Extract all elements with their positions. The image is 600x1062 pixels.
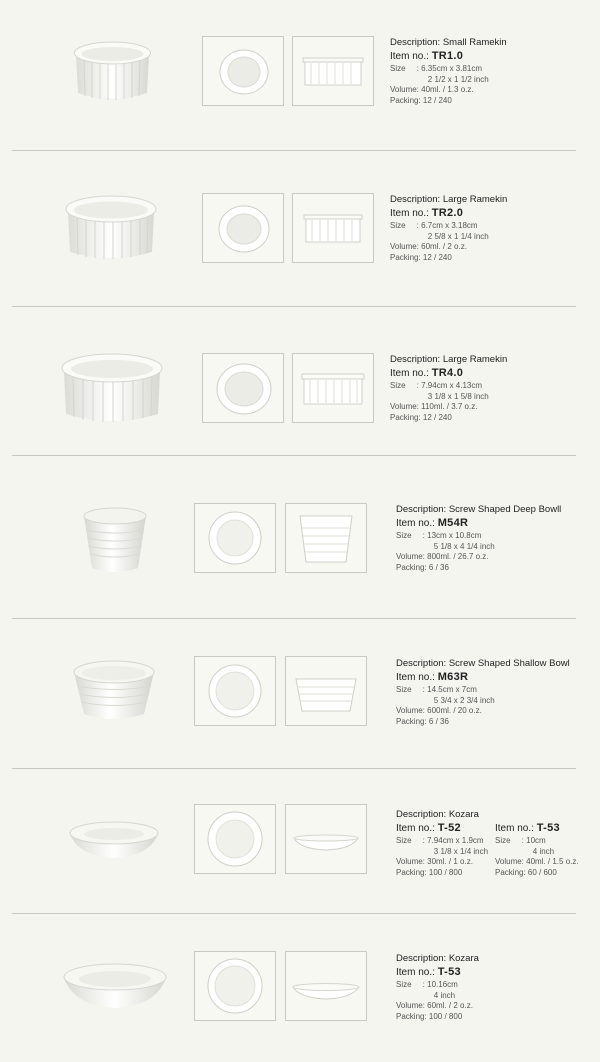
description-label: Description: xyxy=(396,809,449,820)
item-no-label: Item no.: xyxy=(390,208,432,219)
size-text: Size : 6.7cm x 3.18cm xyxy=(390,221,478,230)
side-view-thumbnail xyxy=(285,804,367,874)
size-inch-text: 3 1/8 x 1 5/8 inch xyxy=(390,391,489,401)
description-label: Description: xyxy=(390,354,443,365)
volume-text: Volume: 60ml. / 2 o.z. xyxy=(396,1001,473,1010)
top-view-thumbnail xyxy=(202,193,284,263)
size-text: Size : 10.16cm xyxy=(396,980,458,989)
description-label: Description: xyxy=(396,658,449,669)
divider xyxy=(12,768,576,769)
size-inch-text: 4 inch xyxy=(495,846,555,856)
description-label: Description: xyxy=(390,37,443,48)
top-view-thumbnail xyxy=(194,503,276,573)
ramekin-photo xyxy=(58,350,166,428)
description-text: Screw Shaped Shallow Bowl xyxy=(448,658,570,669)
description-label: Description: xyxy=(390,194,443,205)
product-info xyxy=(390,193,507,263)
size-text: Size : 14.5cm x 7cm xyxy=(396,685,477,694)
side-view-thumbnail xyxy=(285,503,367,573)
deep-bowl-photo xyxy=(80,504,150,576)
volume-text: Volume: 800ml. / 26.7 o.z. xyxy=(396,552,489,561)
size-text: Size : 7.94cm x 4.13cm xyxy=(390,381,483,390)
side-view-thumbnail xyxy=(292,36,374,106)
ramekin-photo xyxy=(62,192,160,264)
size-inch-text: 4 inch xyxy=(396,990,456,1000)
item-number: M63R xyxy=(437,671,469,683)
packing-text: Packing: 60 / 600 xyxy=(495,867,557,877)
description-text: Kozara xyxy=(448,809,479,820)
description-text: Kozara xyxy=(448,953,479,964)
packing-text: Packing: 12 / 240 xyxy=(390,95,452,105)
size-inch-text: 3 1/8 x 1/4 inch xyxy=(396,846,489,856)
product-info xyxy=(390,36,507,106)
item-no-label: Item no.: xyxy=(390,368,432,379)
product-info xyxy=(396,952,479,1022)
description-text: Large Ramekin xyxy=(442,354,508,365)
item-number: T-52 xyxy=(437,822,461,834)
item-no-label: Item no.: xyxy=(396,672,438,683)
packing-text: Packing: 12 / 240 xyxy=(390,252,452,262)
side-view-thumbnail xyxy=(292,353,374,423)
size-text: Size : 13cm x 10.8cm xyxy=(396,531,482,540)
item-number: M54R xyxy=(437,517,469,529)
side-view-thumbnail xyxy=(285,951,367,1021)
description-label: Description: xyxy=(396,953,449,964)
description-text: Screw Shaped Deep Bowll xyxy=(448,504,562,515)
volume-text: Volume: 60ml. / 2 o.z. xyxy=(390,242,467,251)
volume-text: Volume: 40ml. / 1.5 o.z. xyxy=(495,857,579,866)
product-info xyxy=(396,808,596,878)
item-no-label: Item no.: xyxy=(495,823,537,834)
item-number: TR1.0 xyxy=(431,50,464,62)
divider xyxy=(12,306,576,307)
size-inch-text: 5 3/4 x 2 3/4 inch xyxy=(396,695,495,705)
item-number: TR2.0 xyxy=(431,207,464,219)
divider xyxy=(12,913,576,914)
side-view-thumbnail xyxy=(285,656,367,726)
item-no-label: Item no.: xyxy=(396,823,438,834)
packing-text: Packing: 6 / 36 xyxy=(396,716,449,726)
product-info xyxy=(396,503,561,573)
second-item-column xyxy=(495,821,579,878)
top-view-thumbnail xyxy=(202,36,284,106)
product-info xyxy=(396,657,570,727)
size-inch-text: 5 1/8 x 4 1/4 inch xyxy=(396,541,495,551)
kozara-dish-photo xyxy=(68,820,160,862)
side-view-thumbnail xyxy=(292,193,374,263)
packing-text: Packing: 6 / 36 xyxy=(396,562,449,572)
item-no-label: Item no.: xyxy=(396,967,438,978)
description-text: Large Ramekin xyxy=(442,194,508,205)
divider xyxy=(12,455,576,456)
ramekin-photo xyxy=(70,38,155,104)
size-inch-text: 2 1/2 x 1 1/2 inch xyxy=(390,74,489,84)
volume-text: Volume: 110ml. / 3.7 o.z. xyxy=(390,402,478,411)
product-info xyxy=(390,353,507,423)
kozara-dish-photo xyxy=(62,962,168,1012)
item-number: T-53 xyxy=(437,966,461,978)
volume-text: Volume: 600ml. / 20 o.z. xyxy=(396,706,482,715)
packing-text: Packing: 100 / 800 xyxy=(396,1011,463,1021)
top-view-thumbnail xyxy=(194,656,276,726)
divider xyxy=(12,150,576,151)
packing-text: Packing: 12 / 240 xyxy=(390,412,452,422)
top-view-thumbnail xyxy=(202,353,284,423)
top-view-thumbnail xyxy=(194,804,276,874)
item-no-label: Item no.: xyxy=(396,518,438,529)
item-number: T-53 xyxy=(536,822,560,834)
description-label: Description: xyxy=(396,504,449,515)
size-text: Size : 6.35cm x 3.81cm xyxy=(390,64,483,73)
description-text: Small Ramekin xyxy=(442,37,507,48)
volume-text: Volume: 30ml. / 1 o.z. xyxy=(396,857,473,866)
packing-text: Packing: 100 / 800 xyxy=(396,867,463,877)
size-text: Size : 10cm xyxy=(495,836,546,845)
top-view-thumbnail xyxy=(194,951,276,1021)
item-number: TR4.0 xyxy=(431,367,464,379)
volume-text: Volume: 40ml. / 1.3 o.z. xyxy=(390,85,474,94)
size-text: Size : 7.94cm x 1.9cm xyxy=(396,836,484,845)
size-inch-text: 2 5/8 x 1 1/4 inch xyxy=(390,231,489,241)
divider xyxy=(12,618,576,619)
shallow-bowl-photo xyxy=(70,658,158,724)
item-no-label: Item no.: xyxy=(390,51,432,62)
